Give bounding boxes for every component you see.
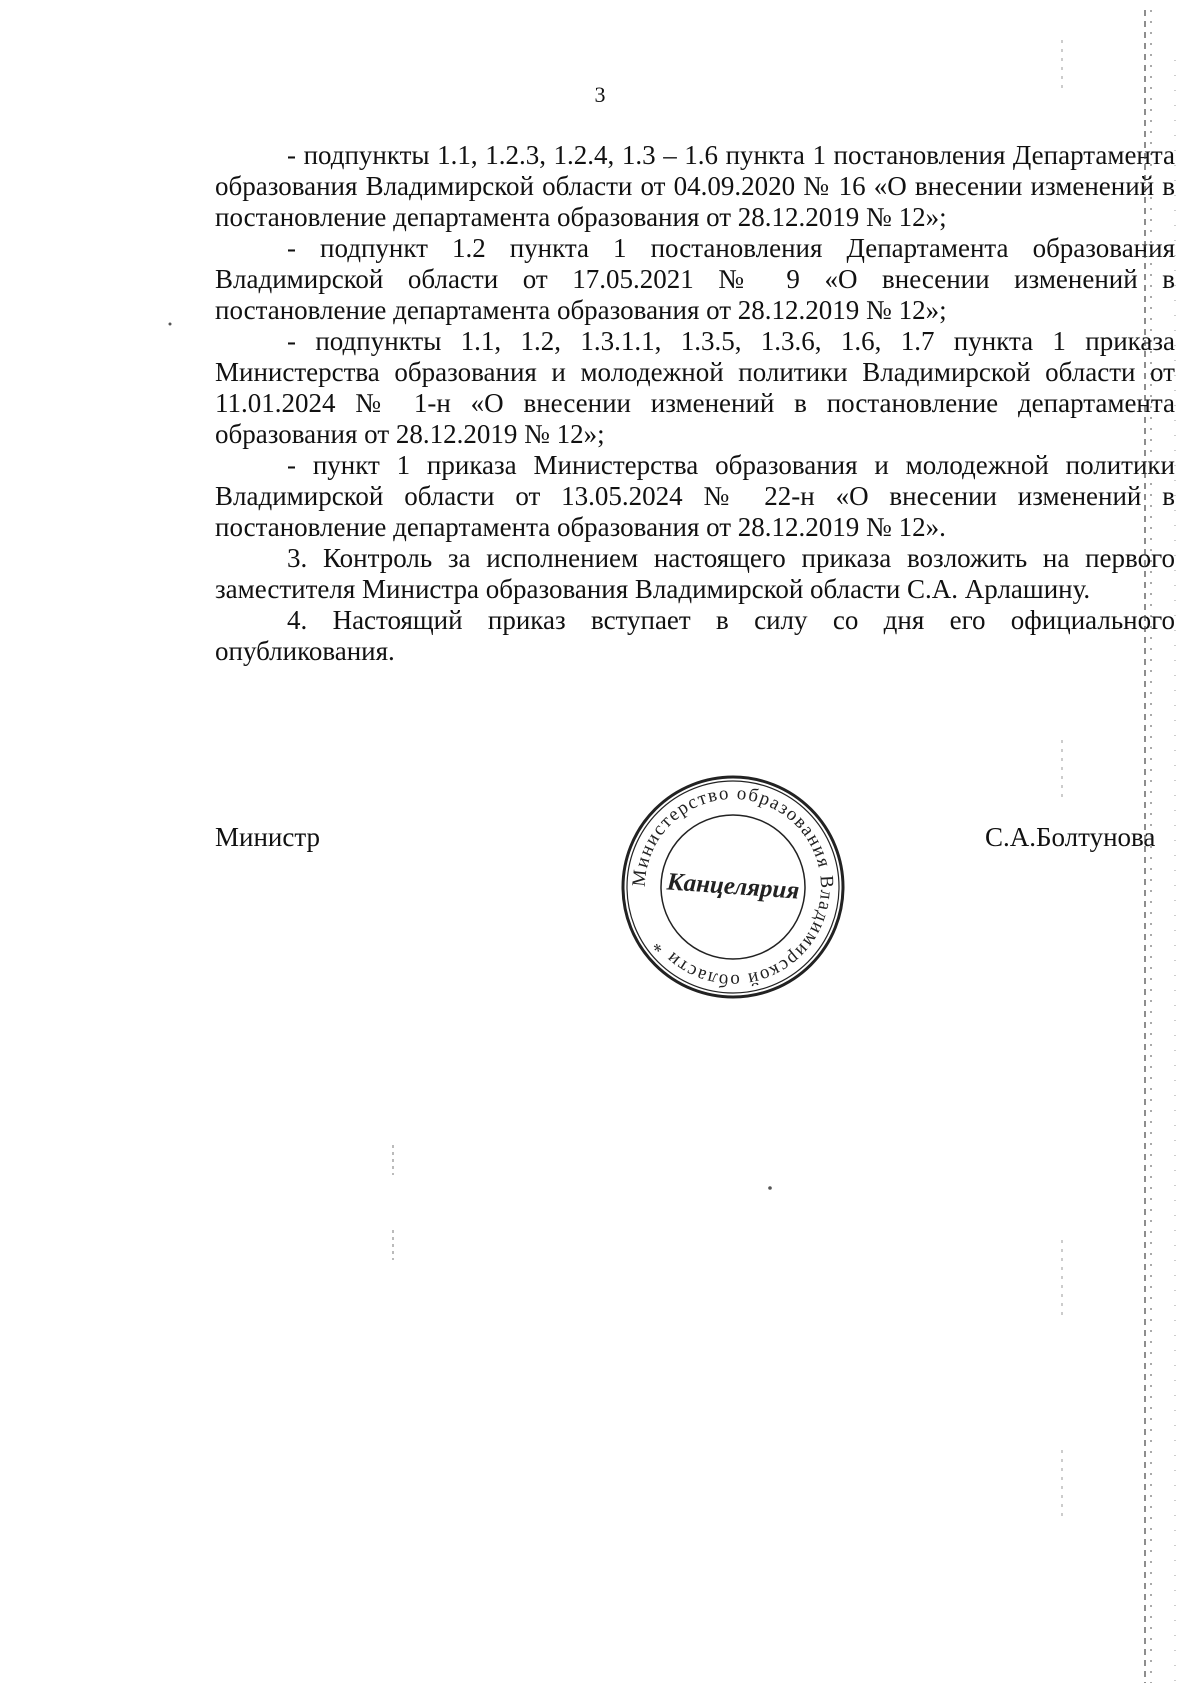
document-body xyxy=(215,140,1175,667)
paragraph-point-2024-may: - пункт 1 приказа Министерства образования и молодежной политики Владимирской области от 13.05.2024 № 22-н «О внесении изменений в постановление департамента образования от 28.12.2019 № 12». xyxy=(215,450,1175,542)
official-stamp xyxy=(618,772,848,1002)
stamp-center-text: Канцелярия xyxy=(665,868,801,905)
stamp-ring-text: Министерство образования Владимирской области * xyxy=(628,782,838,992)
page-number: 3 xyxy=(594,82,606,107)
paragraph-effective-date: 4. Настоящий приказ вступает в силу со дня его официального опубликования. xyxy=(215,605,1175,666)
paragraph-control: 3. Контроль за исполнением настоящего приказа возложить на первого заместителя Министра образования Владимирской области С.А. Арлашину. xyxy=(215,543,1175,604)
paragraph-subpoints-2020: - подпункты 1.1, 1.2.3, 1.2.4, 1.3 – 1.6 пункта 1 постановления Департамента образования Владимирской области от 04.09.2020 № 16 «О внесении изменений в постановление департамента образования от 28.12.2019 № 12»; xyxy=(215,140,1175,232)
signature-name: С.А.Болтунова xyxy=(985,822,1156,852)
signature-role: Министр xyxy=(215,822,320,852)
paragraph-subpoint-2021: - подпункт 1.2 пункта 1 постановления Департамента образования Владимирской области от 17.05.2021 № 9 «О внесении изменений в постановление департамента образования от 28.12.2019 № 12»; xyxy=(215,233,1175,325)
paragraph-subpoints-2024-jan: - подпункты 1.1, 1.2, 1.3.1.1, 1.3.5, 1.3.6, 1.6, 1.7 пункта 1 приказа Министерства образования и молодежной политики Владимирской области от 11.01.2024 № 1-н «О внесении изменений в постановление департамента образования от 28.12.2019 № 12»; xyxy=(215,326,1175,449)
